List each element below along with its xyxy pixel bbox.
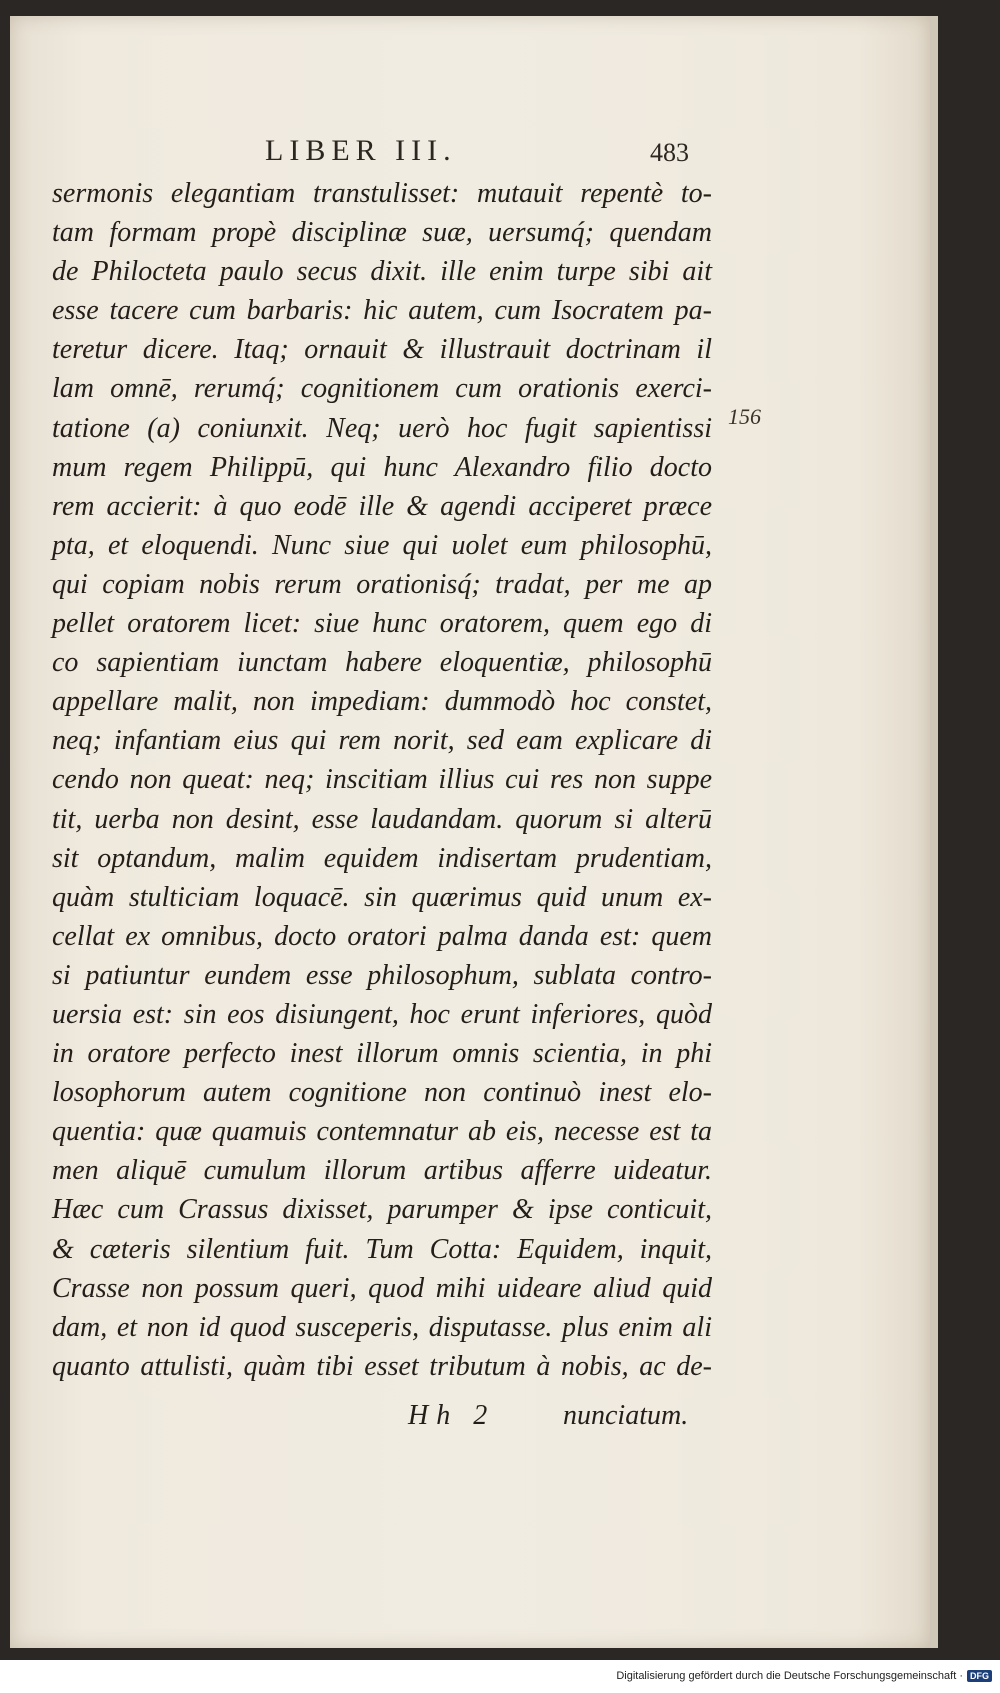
text-line: neq; infantiam eius qui rem norit, sed eam explicare di [52, 725, 712, 757]
text-line: tatione (a) coniunxit. Neq; uerò hoc fugit sapientissi [52, 412, 712, 444]
text-line: tam formam propè disciplinæ suæ, uersumq́; quendam [52, 217, 712, 249]
dfg-logo: DFG [967, 1670, 992, 1682]
text-line: dam, et non id quod susceperis, disputasse. plus enim ali [52, 1311, 712, 1343]
text-line: rem accierit: à quo eodē ille & agendi acciperet præce [52, 490, 712, 522]
running-head-title: LIBER III. [265, 134, 457, 167]
text-line: pellet oratorem licet: siue hunc oratorem, quem ego di [52, 608, 712, 640]
text-line: cendo non queat: neq; inscitiam illius cui res non suppe [52, 764, 712, 796]
digitization-credit [616, 1670, 992, 1682]
text-line: si patiuntur eundem esse philosophum, sublata contro- [52, 959, 712, 991]
page-number: 483 [650, 138, 689, 167]
text-line: men aliquē cumulum illorum artibus afferre uideatur. [52, 1155, 712, 1187]
text-line: appellare malit, non impediam: dummodò hoc constet, [52, 686, 712, 718]
text-line: Crasse non possum queri, quod mihi uideare aliud quid [52, 1272, 712, 1304]
text-line: lam omnē, rerumq́; cognitionem cum orationis exerci- [52, 373, 712, 405]
text-line: sermonis elegantiam transtulisset: mutauit repentè to- [52, 178, 712, 209]
running-head [10, 134, 930, 174]
text-line: uersia est: sin eos disiungent, hoc erunt inferiores, quòd [52, 998, 712, 1030]
text-line: Hæc cum Crassus dixisset, parumper & ipse conticuit, [52, 1194, 712, 1226]
text-line: pta, et eloquendi. Nunc siue qui uolet eum philosophū, [52, 529, 712, 561]
page-edge [930, 16, 938, 1648]
text-line: quentia: quæ quamuis contemnatur ab eis, necesse est ta [52, 1116, 712, 1148]
text-line: qui copiam nobis rerum orationisq́; tradat, per me ap [52, 568, 712, 600]
text-line: quanto attulisti, quàm tibi esset tributum à nobis, ac de- [52, 1350, 712, 1382]
text-block [52, 174, 712, 1386]
text-line: & cæteris silentium fuit. Tum Cotta: Equidem, inquit, [52, 1233, 712, 1265]
marginal-note: 156 [728, 404, 761, 429]
text-line: teretur dicere. Itaq; ornauit & illustrauit doctrinam il [52, 334, 712, 366]
book-page [10, 16, 930, 1648]
text-line: esse tacere cum barbaris: hic autem, cum Isocratem pa- [52, 295, 712, 327]
credit-text: Digitalisierung gefördert durch die Deutsche Forschungsgemeinschaft · [616, 1670, 963, 1682]
text-line: in oratore perfecto inest illorum omnis scientia, in phi [52, 1038, 712, 1070]
text-line: mum regem Philippū, qui hunc Alexandro filio docto [52, 451, 712, 483]
text-line: de Philocteta paulo secus dixit. ille enim turpe sibi ait [52, 256, 712, 288]
signature-mark: Hh 2 [408, 1400, 496, 1431]
text-line: losophorum autem cognitione non continuò inest elo- [52, 1077, 712, 1109]
text-line: quàm stulticiam loquacē. sin quærimus quid unum ex- [52, 881, 712, 913]
text-line: co sapientiam iunctam habere eloquentiæ, philosophū [52, 647, 712, 679]
text-line: sit optandum, malim equidem indisertam prudentiam, [52, 842, 712, 874]
catchword: nunciatum. [563, 1400, 689, 1431]
page-footer [10, 1400, 930, 1440]
text-line: tit, uerba non desint, esse laudandam. quorum si alterū [52, 803, 712, 835]
text-line: cellat ex omnibus, docto oratori palma danda est: quem [52, 920, 712, 952]
